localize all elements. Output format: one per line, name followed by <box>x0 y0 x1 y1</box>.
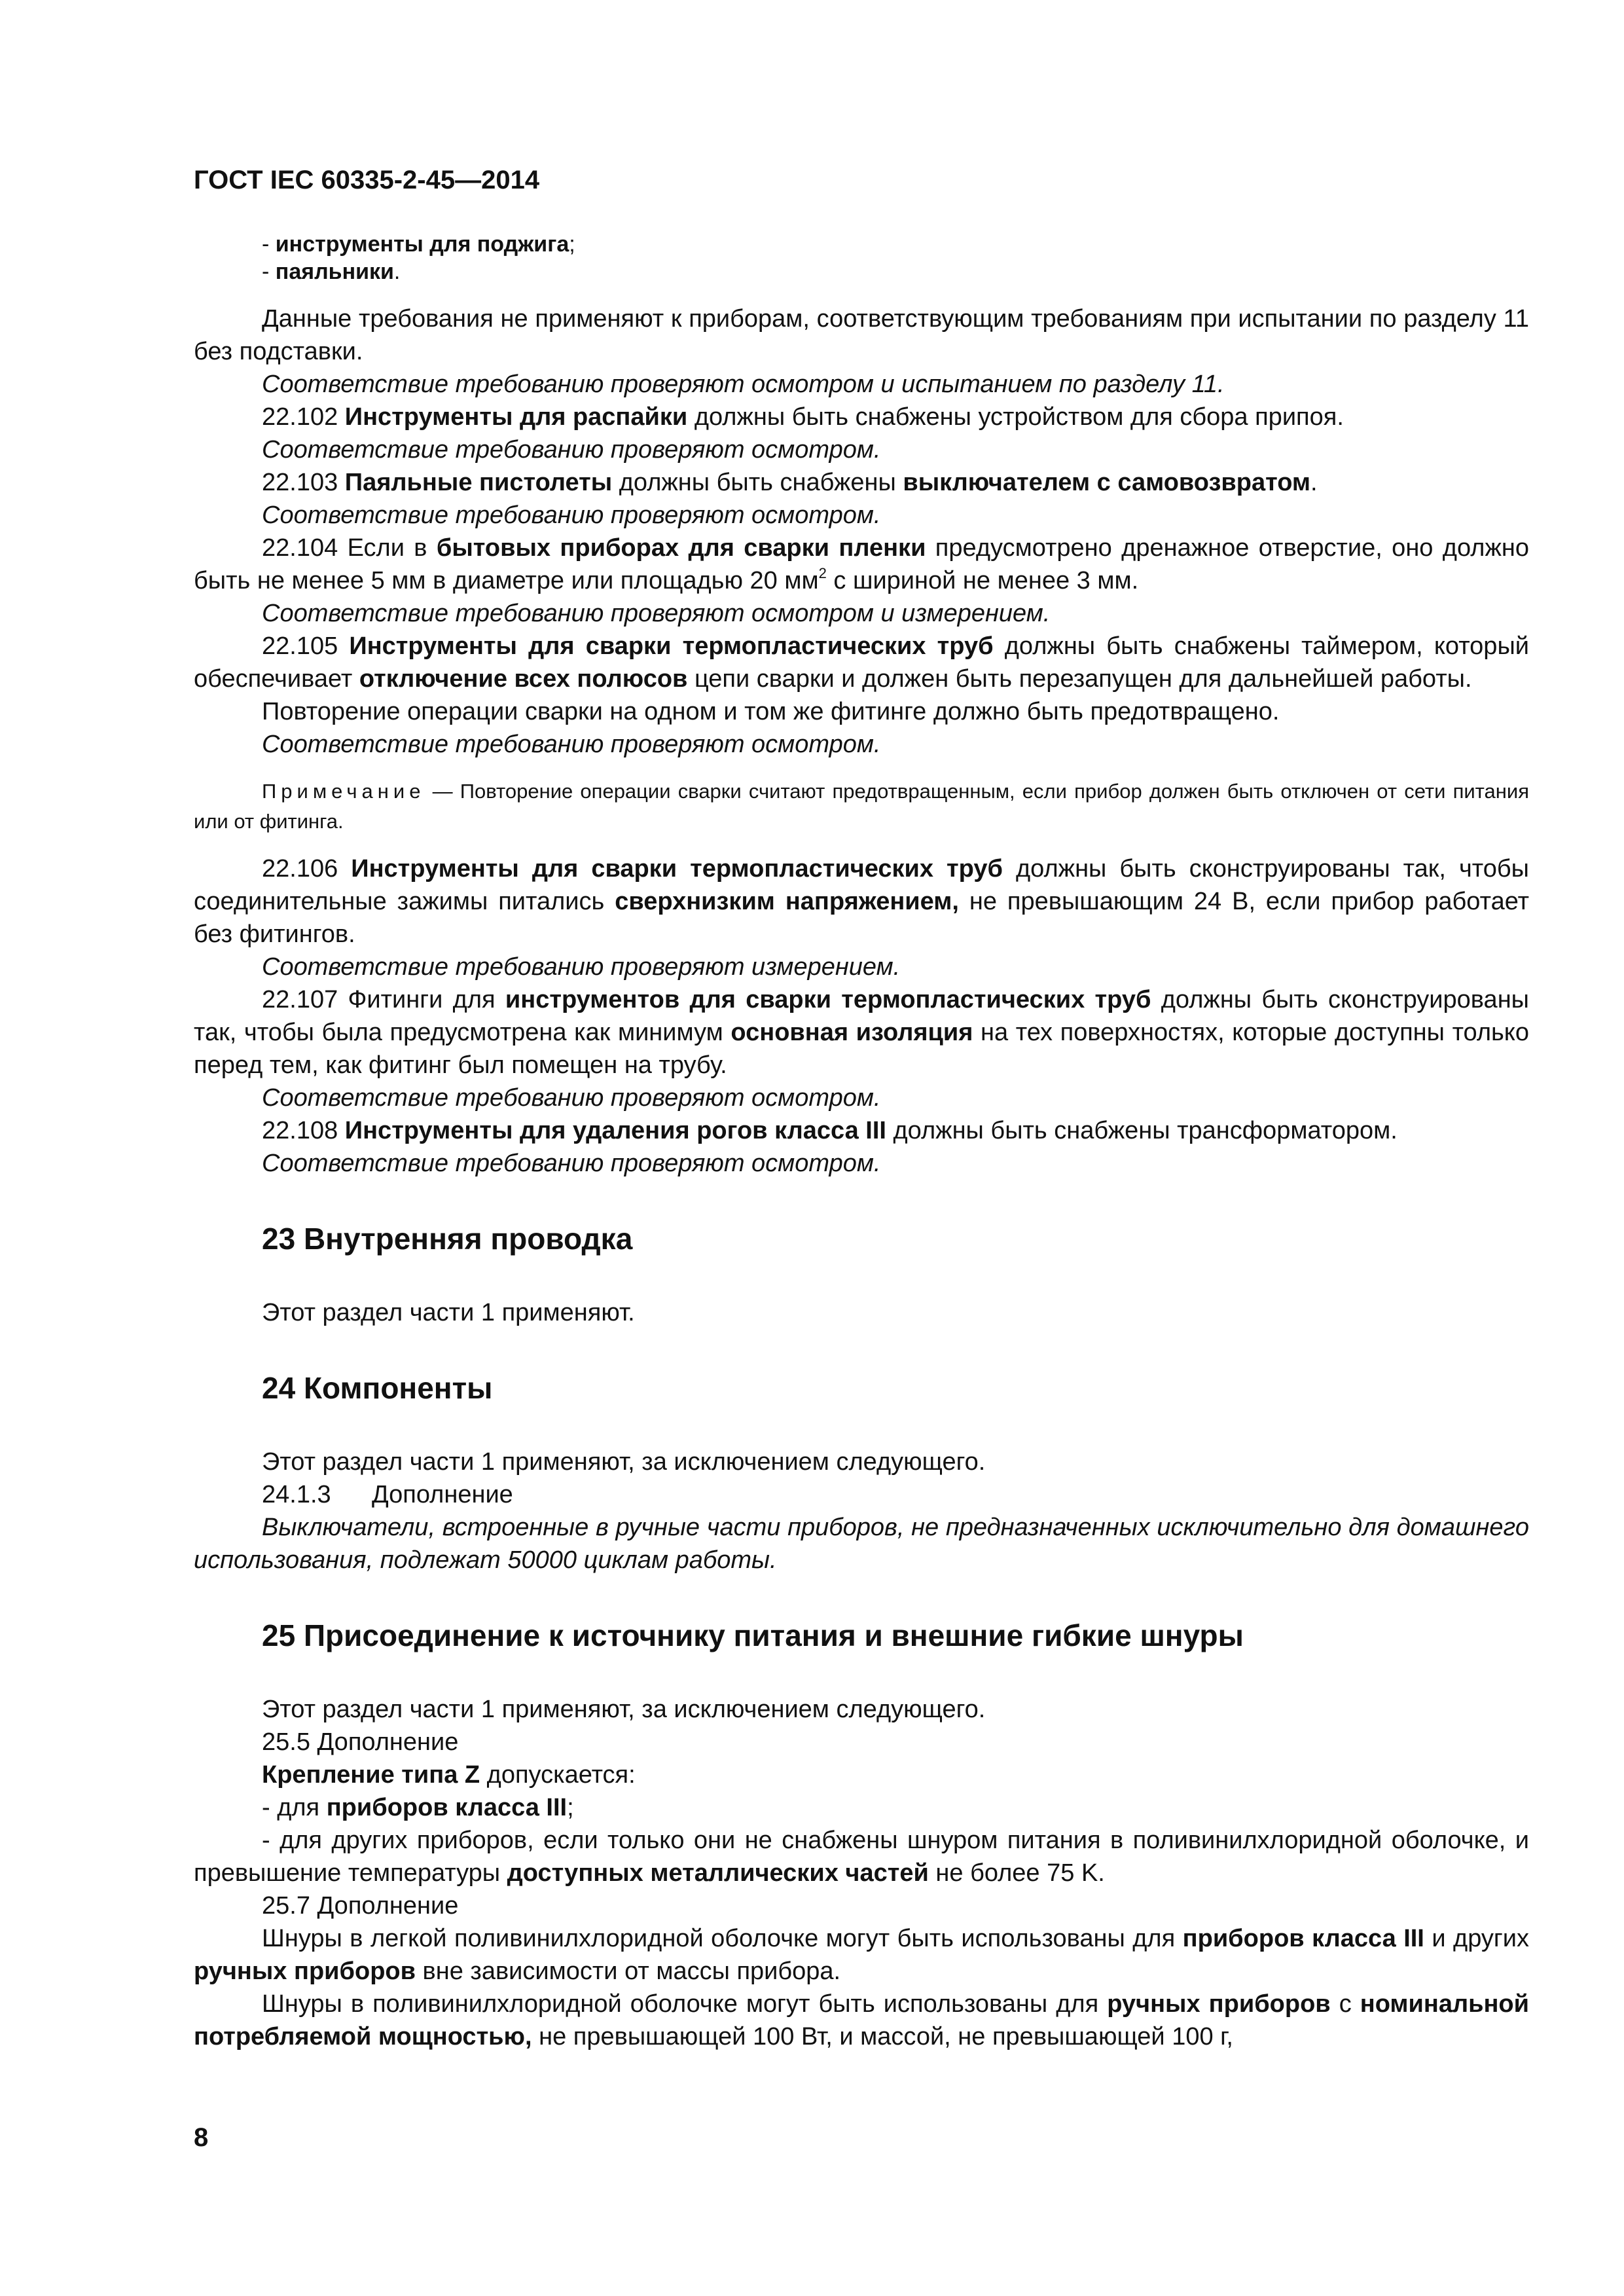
document-page <box>194 164 1529 2053</box>
compliance-check: Соответствие требованию проверяют осмотром. <box>262 731 881 758</box>
clause-22-106: 22.106 Инструменты для сварки термопластических труб должны быть сконструированы так, чтобы соединительные зажимы питались сверхнизким напряжением, не превышающим 24 В, если прибор работает без фитингов. <box>194 855 1529 948</box>
paragraph: Повторение операции сварки на одном и том же фитинге должно быть предотвращено. <box>262 698 1280 725</box>
clause-22-105: 22.105 Инструменты для сварки термопластических труб должны быть снабжены таймером, который обеспечивает отключение всех полюсов цепи сварки и должен быть перезапущен для дальнейшей работы. <box>194 632 1529 693</box>
clause-22-104: 22.104 Если в бытовых приборах для сварки пленки предусмотрено дренажное отверстие, оно должно быть не менее 5 мм в диаметре или площадью 20 $мм^2$ с шириной не менее 3 мм. <box>194 534 1529 594</box>
section-heading-25: 25 Присоединение к источнику питания и внешние гибкие шнуры <box>262 1618 1244 1652</box>
subclause-24-1-3: 24.1.3 Дополнение <box>262 1481 513 1508</box>
list-item: - инструменты для поджига; <box>262 232 575 257</box>
clause-22-107: 22.107 Фитинги для инструментов для сварки термопластических труб должны быть сконструированы так, чтобы была предусмотрена как минимум основная изоляция на тех поверхностях, которые доступны только перед тем, как фитинг был помещен на трубу. <box>194 986 1529 1079</box>
list-item: - для других приборов, если только они не снабжены шнуром питания в поливинилхлоридной оболочке, и превышение температуры доступных металлических частей не более 75 K. <box>194 1827 1529 1887</box>
clause-22-102: 22.102 Инструменты для распайки должны быть снабжены устройством для сбора припоя. <box>262 403 1344 431</box>
compliance-check: Соответствие требованию проверяют осмотром. <box>262 436 881 464</box>
section-heading-24: 24 Компоненты <box>262 1371 493 1405</box>
paragraph: Этот раздел части 1 применяют, за исключением следующего. <box>262 1696 986 1723</box>
compliance-check: Соответствие требованию проверяют осмотром. <box>262 1084 881 1112</box>
paragraph: Крепление типа Z допускается: <box>262 1761 636 1789</box>
compliance-check: Соответствие требованию проверяют осмотром. <box>262 501 881 529</box>
paragraph: Этот раздел части 1 применяют. <box>262 1299 635 1326</box>
subclause-25-5: 25.5 Дополнение <box>262 1728 459 1756</box>
list-item: - для приборов класса III; <box>262 1794 574 1821</box>
subclause-25-7: 25.7 Дополнение <box>262 1892 459 1920</box>
page-number: 8 <box>194 2123 209 2152</box>
paragraph: Шнуры в поливинилхлоридной оболочке могут быть использованы для ручных приборов с номинальной потребляемой мощностью, не превышающей 100 Вт, и массой, не превышающей 100 г, <box>194 1990 1529 2050</box>
paragraph: Данные требования не применяют к приборам, соответствующим требованиям при испытании по разделу 11 без подставки. <box>194 305 1529 365</box>
clause-22-108: 22.108 Инструменты для удаления рогов класса III должны быть снабжены трансформатором. <box>262 1117 1398 1144</box>
compliance-check: Соответствие требованию проверяют осмотром и измерением. <box>262 600 1051 627</box>
document-header: ГОСТ IEC 60335-2-45—2014 <box>194 166 540 194</box>
paragraph: Этот раздел части 1 применяют, за исключением следующего. <box>262 1448 986 1476</box>
compliance-check: Соответствие требованию проверяют измерением. <box>262 953 901 981</box>
list-item: - паяльники. <box>262 259 401 284</box>
clause-22-103: 22.103 Паяльные пистолеты должны быть снабжены выключателем с самовозвратом. <box>262 469 1318 496</box>
note: Примечание — Повторение операции сварки считают предотвращенным, если прибор должен быть отключен от сети питания или от фитинга. <box>194 780 1529 833</box>
paragraph: Шнуры в легкой поливинилхлоридной оболочке могут быть использованы для приборов класса III и других ручных приборов вне зависимости от массы прибора. <box>194 1925 1529 1985</box>
section-heading-23: 23 Внутренняя проводка <box>262 1222 633 1256</box>
note-label: Примечание <box>262 780 425 803</box>
paragraph: Выключатели, встроенные в ручные части приборов, не предназначенных исключительно для домашнего использования, подлежат 50000 циклам работы. <box>194 1514 1529 1574</box>
compliance-check: Соответствие требованию проверяют осмотром и испытанием по разделу 11. <box>262 371 1225 398</box>
compliance-check: Соответствие требованию проверяют осмотром. <box>262 1150 881 1177</box>
